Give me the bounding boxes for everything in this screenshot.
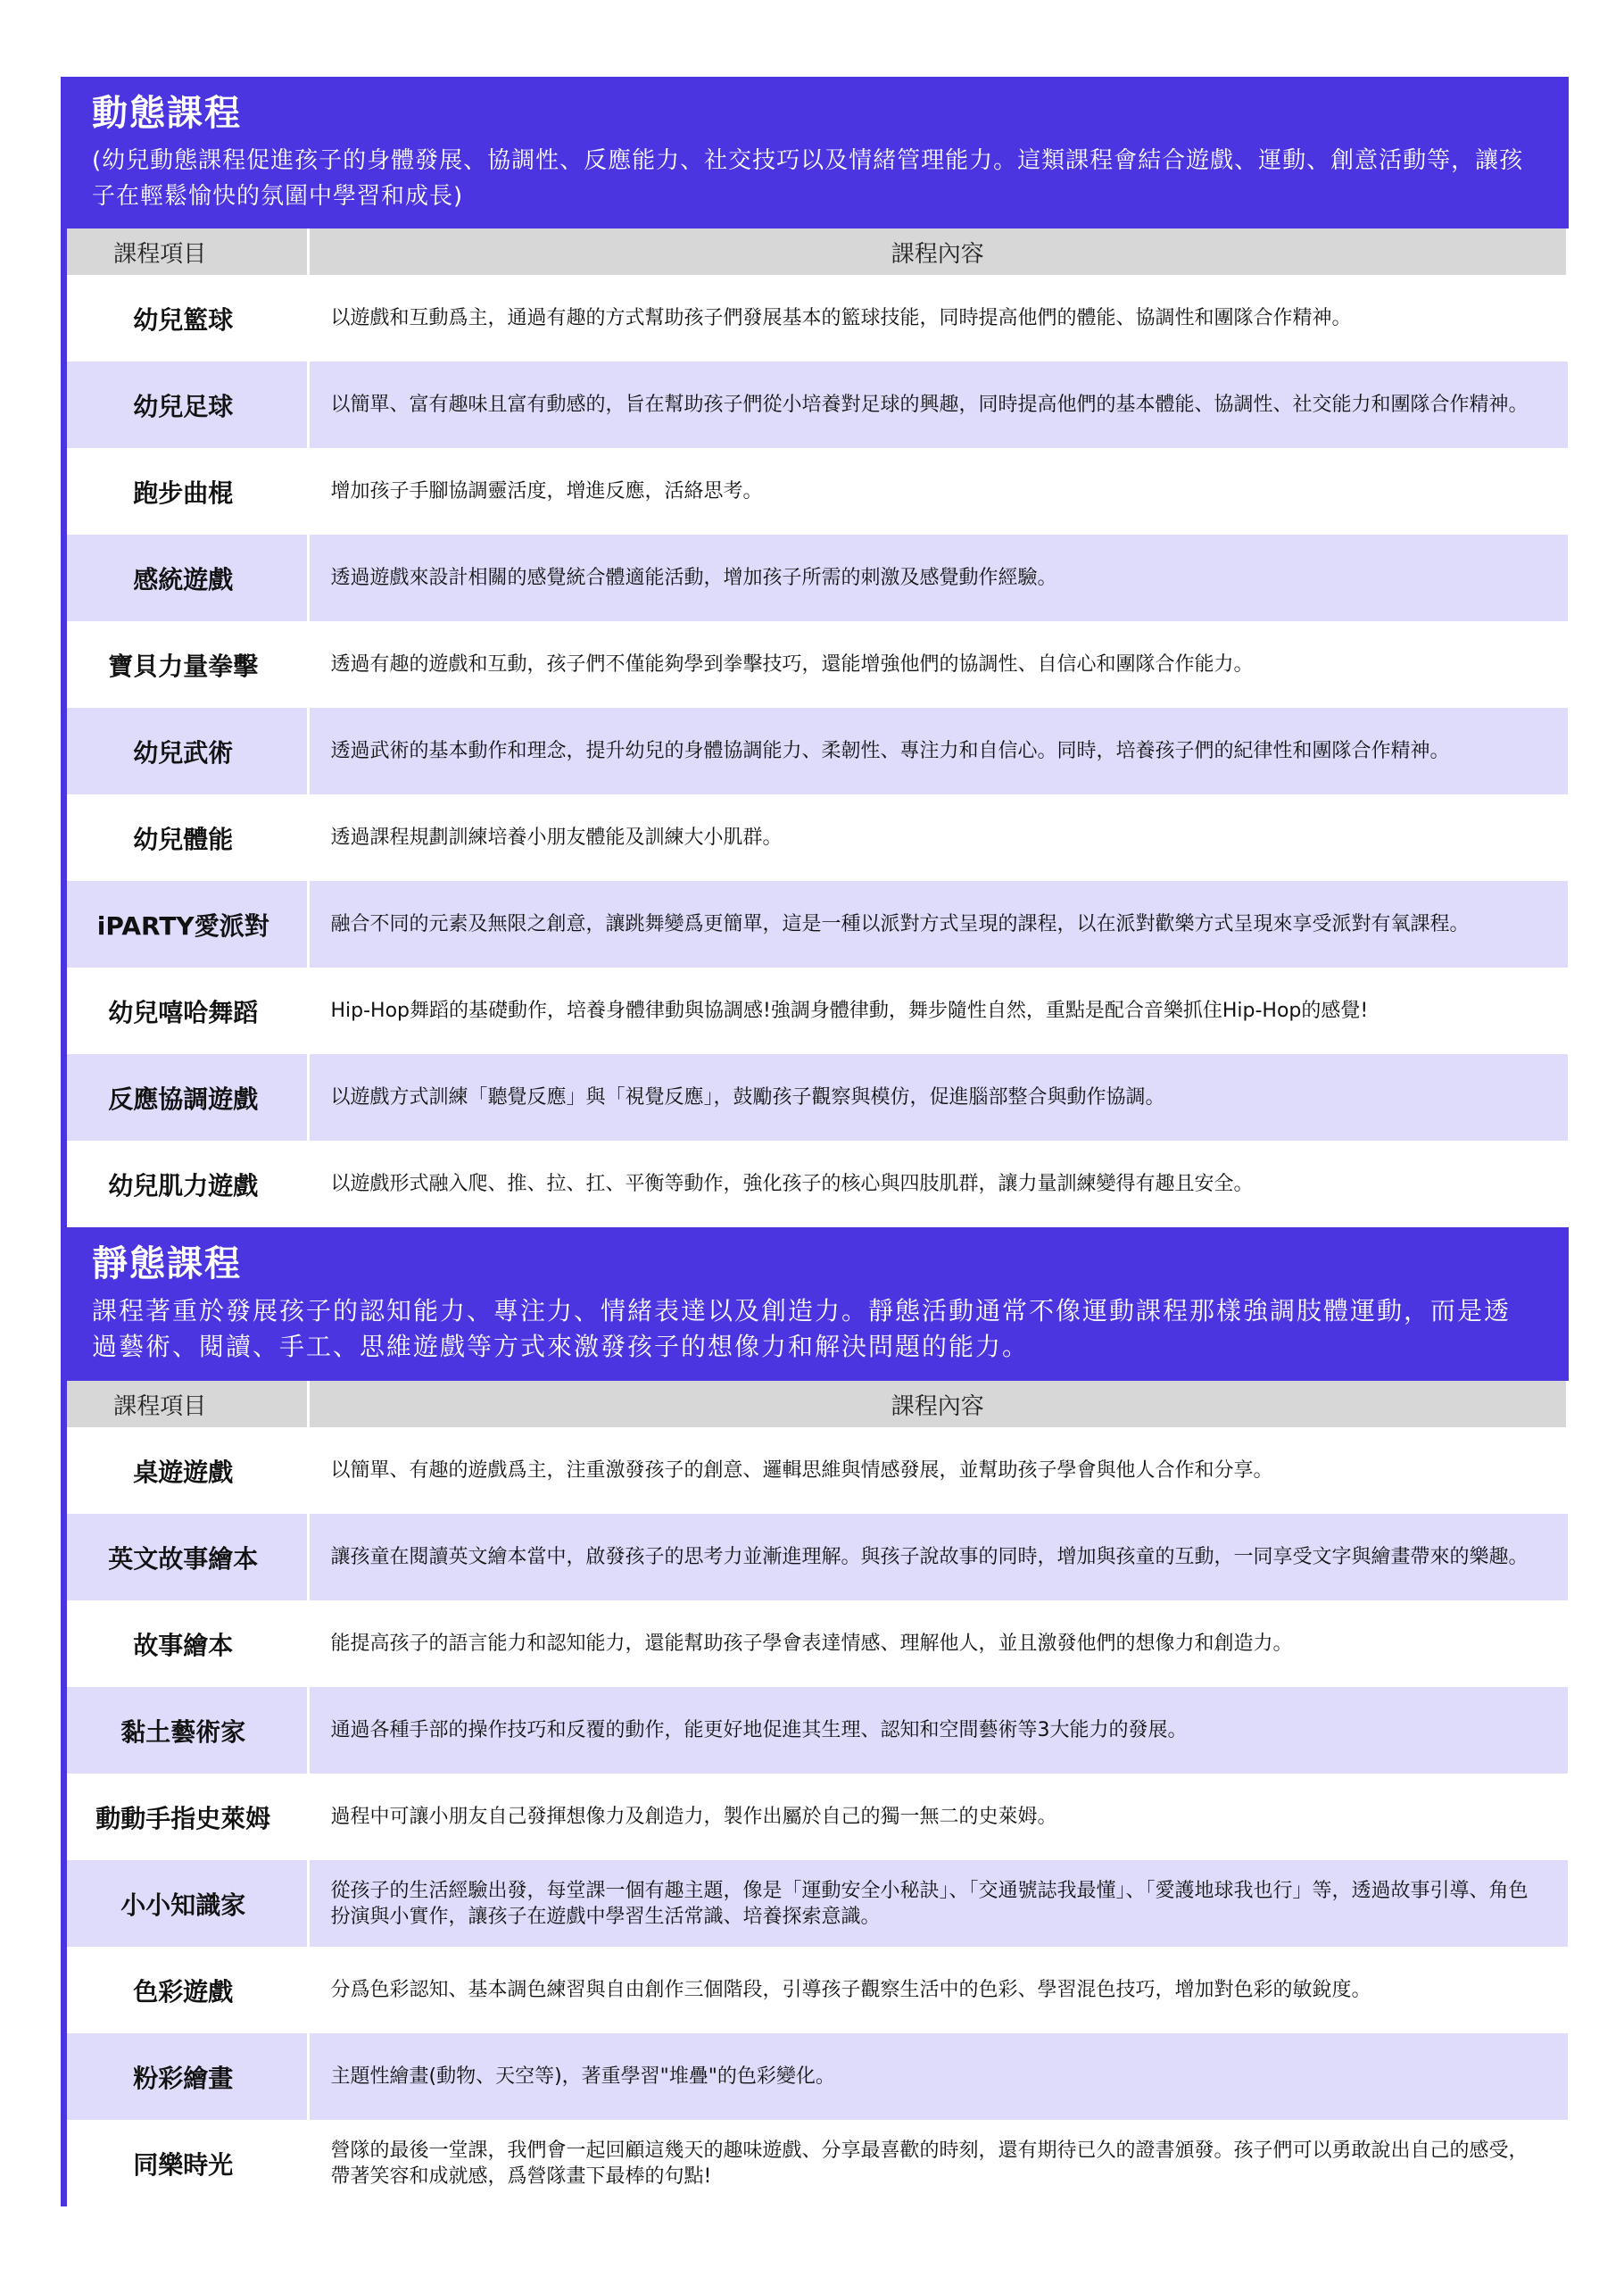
course-description: 能提高孩子的語言能力和認知能力，還能幫助孩子學會表達情感、理解他人，並且激發他們的想像力和創造力。 [308, 1600, 1568, 1687]
course-description: 以遊戲形式融入爬、推、拉、扛、平衡等動作，強化孩子的核心與四肢肌群，讓力量訓練變得有趣且安全。 [308, 1141, 1568, 1227]
table-row [67, 968, 1568, 1054]
course-description: 以遊戲和互動爲主，通過有趣的方式幫助孩子們發展基本的籃球技能，同時提高他們的體能、協調性和團隊合作精神。 [308, 275, 1568, 361]
table-row [67, 1141, 1568, 1227]
column-header-content: 課程內容 [308, 1381, 1568, 1427]
course-description: 從孩子的生活經驗出發，每堂課一個有趣主題，像是「運動安全小秘訣」、「交通號誌我最懂」、「愛護地球我也行」等，透過故事引導、角色扮演與小實作，讓孩子在遊戲中學習生活常識、培養探索意識。 [308, 1860, 1568, 1947]
table-row [67, 1054, 1568, 1141]
course-description: 以簡單、有趣的遊戲爲主，注重激發孩子的創意、邏輯思維與情感發展，並幫助孩子學會與他人合作和分享。 [308, 1427, 1568, 1514]
table-row [67, 881, 1568, 968]
course-name: 黏土藝術家 [67, 1687, 308, 1774]
course-description: 透過課程規劃訓練培養小朋友體能及訓練大小肌群。 [308, 794, 1568, 881]
table-header-row [67, 1381, 1568, 1427]
table-header-row [67, 228, 1568, 275]
table-row [67, 1947, 1568, 2033]
course-description: 增加孩子手腳協調靈活度，增進反應，活絡思考。 [308, 448, 1568, 535]
section-description: (幼兒動態課程促進孩子的身體發展、協調性、反應能力、社交技巧以及情緒管理能力。這類課程會結合遊戲、運動、創意活動等，讓孩子在輕鬆愉快的氛圍中學習和成長) [92, 147, 1524, 210]
course-name: 粉彩繪畫 [67, 2033, 308, 2120]
table-row [67, 1600, 1568, 1687]
course-description: 主題性繪畫(動物、天空等)，著重學習"堆疊"的色彩變化。 [308, 2033, 1568, 2120]
table-row [67, 1860, 1568, 1947]
course-name: 寶貝力量拳擊 [67, 621, 308, 708]
table-row [67, 621, 1568, 708]
section-title: 動態課程 [92, 93, 242, 134]
course-page [61, 77, 1569, 2206]
course-name: 幼兒體能 [67, 794, 308, 881]
static-course-section [67, 1227, 1569, 2206]
course-name: 桌遊遊戲 [67, 1427, 308, 1514]
table-row [67, 2120, 1568, 2206]
table-row [67, 708, 1568, 794]
table-row [67, 1427, 1568, 1514]
table-row [67, 361, 1568, 448]
table-row [67, 1774, 1568, 1860]
table-row [67, 1514, 1568, 1600]
course-description: 分爲色彩認知、基本調色練習與自由創作三個階段，引導孩子觀察生活中的色彩、學習混色技巧，增加對色彩的敏銳度。 [308, 1947, 1568, 2033]
course-name: 幼兒嘻哈舞蹈 [67, 968, 308, 1054]
dynamic-section-header [67, 77, 1569, 228]
section-description: 課程著重於發展孩子的認知能力、專注力、情緒表達以及創造力。靜態活動通常不像運動課程那樣強調肢體運動，而是透過藝術、閱讀、手工、思維遊戲等方式來激發孩子的想像力和解決問題的能力。 [92, 1296, 1512, 1361]
table-row [67, 275, 1568, 361]
static-course-table [67, 1381, 1569, 2206]
course-name: iPARTY愛派對 [67, 881, 308, 968]
section-title: 靜態課程 [92, 1243, 242, 1284]
column-header-content: 課程內容 [308, 228, 1568, 275]
course-description: 過程中可讓小朋友自己發揮想像力及創造力，製作出屬於自己的獨一無二的史萊姆。 [308, 1774, 1568, 1860]
course-name: 小小知識家 [67, 1860, 308, 1947]
course-name: 故事繪本 [67, 1600, 308, 1687]
course-name: 感統遊戲 [67, 535, 308, 621]
dynamic-course-section [67, 77, 1569, 1227]
table-row [67, 794, 1568, 881]
course-name: 跑步曲棍 [67, 448, 308, 535]
course-description: 透過武術的基本動作和理念，提升幼兒的身體協調能力、柔韌性、專注力和自信心。同時，培養孩子們的紀律性和團隊合作精神。 [308, 708, 1568, 794]
course-description: 透過有趣的遊戲和互動，孩子們不僅能夠學到拳擊技巧，還能增強他們的協調性、自信心和團隊合作能力。 [308, 621, 1568, 708]
course-description: 營隊的最後一堂課，我們會一起回顧這幾天的趣味遊戲、分享最喜歡的時刻，還有期待已久的證書頒發。孩子們可以勇敢說出自己的感受，帶著笑容和成就感，爲營隊畫下最棒的句點! [308, 2120, 1568, 2206]
table-row [67, 535, 1568, 621]
table-row [67, 1687, 1568, 1774]
course-name: 幼兒肌力遊戲 [67, 1141, 308, 1227]
dynamic-course-table [67, 228, 1569, 1227]
course-name: 動動手指史萊姆 [67, 1774, 308, 1860]
static-section-header [67, 1227, 1569, 1381]
course-name: 色彩遊戲 [67, 1947, 308, 2033]
course-description: 讓孩童在閱讀英文繪本當中，啟發孩子的思考力並漸進理解。與孩子說故事的同時，增加與孩童的互動，一同享受文字與繪畫帶來的樂趣。 [308, 1514, 1568, 1600]
course-description: 以簡單、富有趣味且富有動感的，旨在幫助孩子們從小培養對足球的興趣，同時提高他們的基本體能、協調性、社交能力和團隊合作精神。 [308, 361, 1568, 448]
course-name: 幼兒籃球 [67, 275, 308, 361]
table-row [67, 2033, 1568, 2120]
course-description: 通過各種手部的操作技巧和反覆的動作，能更好地促進其生理、認知和空間藝術等3大能力的發展。 [308, 1687, 1568, 1774]
table-row [67, 448, 1568, 535]
course-name: 幼兒武術 [67, 708, 308, 794]
course-name: 同樂時光 [67, 2120, 308, 2206]
column-header-item: 課程項目 [67, 1381, 308, 1427]
column-header-item: 課程項目 [67, 228, 308, 275]
course-description: Hip-Hop舞蹈的基礎動作，培養身體律動與協調感!強調身體律動，舞步隨性自然，重點是配合音樂抓住Hip-Hop的感覺! [308, 968, 1568, 1054]
course-description: 融合不同的元素及無限之創意，讓跳舞變爲更簡單，這是一種以派對方式呈現的課程，以在派對歡樂方式呈現來享受派對有氧課程。 [308, 881, 1568, 968]
course-name: 幼兒足球 [67, 361, 308, 448]
course-name: 反應協調遊戲 [67, 1054, 308, 1141]
course-description: 透過遊戲來設計相關的感覺統合體適能活動，增加孩子所需的刺激及感覺動作經驗。 [308, 535, 1568, 621]
course-description: 以遊戲方式訓練「聽覺反應」與「視覺反應」，鼓勵孩子觀察與模仿，促進腦部整合與動作協調。 [308, 1054, 1568, 1141]
course-name: 英文故事繪本 [67, 1514, 308, 1600]
